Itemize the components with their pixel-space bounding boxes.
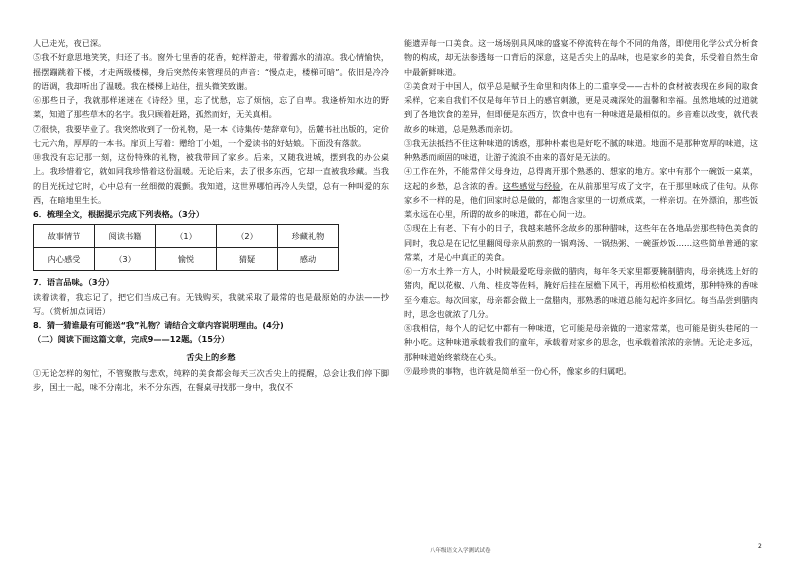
paragraph: ⑤我不好意思地笑笑，归还了书。窗外七里香的花香，蛇样游走，带着露水的清凉。我心情愉快，摇摆蹦跳着下楼，才走两级楼梯，身后突然传来管理员的声音：“慢点走，楼梯可暗”。依旧是冷冷的语调，我却听出了温暖。我在楼梯上站住，扭头微笑致谢。	[33, 52, 389, 91]
table-row	[34, 225, 339, 248]
table-cell: 猜疑	[217, 248, 278, 271]
paragraph: ⑦很快，我要毕业了。我突然收到了一份礼物，是一本《诗集传·楚辞章句》，岳麓书社出版的，定价七元六角，厚厚的一本书。扉页上写着：赠给丁小姐，一个爱读书的好姑娘。下面没有落款。	[33, 123, 390, 148]
table-cell: 珍藏礼物	[278, 225, 339, 248]
table-cell: （1）	[156, 225, 217, 248]
table-cell: 内心感受	[34, 248, 95, 271]
paragraph: ⑩我没有忘记那一刻，这份特殊的礼物，被我带回了家乡。后来，又随我进城，摆到我的办公桌上。我珍惜着它，就如同我珍惜着这份温暖。无论后来，去了很多东西，它却一直被我珍藏。当我的目光抚过它时，心中总有一丝细微的震颤。我知道，这世界哪怕再冷人失望，总有一种叫爱的东西，在暗地里生长。	[33, 152, 389, 205]
paragraph: ②美食对于中国人，似乎总是赋予生命里和肉体上的二重享受——古朴的食材被表现在乡间的取食采样，它来自我们不仅是每年节日上的感官刺激，更是灵魂深处的温馨和幸福。虽然地域的过道就到了各地饮食的差异，但即便是东西方，饮食中也有一种味道是最相似的。乡音难以改变，就代表故乡的味道，总是熟悉而亲切。	[404, 80, 758, 134]
footer: 八年级语文入学测试试卷	[430, 548, 491, 554]
table-cell: 愉悦	[156, 248, 217, 271]
page-number: 2	[758, 543, 762, 550]
table-cell: （3）	[95, 248, 156, 271]
table-row	[34, 248, 339, 271]
table-cell: （2）	[217, 225, 278, 248]
article-title: 舌尖上的乡愁	[186, 351, 236, 362]
table-cell: 感动	[278, 248, 339, 271]
table-cell: 阅读书籍	[95, 225, 156, 248]
paragraph: 人已走光，夜已深。	[33, 38, 107, 48]
paragraph: ⑨最珍贵的事物，也许就是简单至一份心怀，像家乡的归属吧。	[404, 365, 632, 376]
question-7: 7．语言品味。（3分）	[33, 277, 114, 288]
paragraph: 能遗弄每一口美食。这一场场别具风味的盛宴不停流转在每个不同的角落，即使用化学公式分析食物的构成，却无法参透每一口背后的深意，这是舌尖上的品味，也是家乡的美食，乐受着自然生命中最新鲜味道。	[404, 38, 758, 77]
summary-table	[33, 224, 339, 271]
paragraph: ⑧我相信，每个人的记忆中都有一种味道，它可能是母亲做的一道家常菜，也可能是街头巷尾的一种小吃。这种味道承载着我们的童年，承载着对家乡的思念，也承载着浓浓的亲情。无论走多远，那种味道始终萦绕在心头。	[404, 323, 758, 362]
text-span: ④工作在外，不能常伴父母身边，总得离开那个熟悉的、想家的地方。家中有那个一碗饭一桌菜，这起的乡愁，总含浓的香。	[404, 166, 758, 191]
right-column	[404, 36, 758, 378]
question-8: 8．猜一猜谁最有可能送“我”礼物？请结合文章内容说明理由。(4分)	[33, 320, 284, 330]
paragraph	[404, 164, 758, 221]
section-heading: （二）阅读下面这篇文章，完成9——12题。（15分）	[33, 334, 230, 345]
left-column	[33, 36, 389, 394]
question-6: 6．梳理全文，根据提示完成下列表格。（3分）	[33, 209, 205, 219]
underlined-phrase: 这些感觉与经验	[502, 180, 561, 191]
paragraph: ⑥一方水土养一方人，小时候最爱吃母亲做的腊肉，每年冬天家里都要腌制腊肉，母亲挑选上好的猪肉，配以花椒、八角、桂皮等佐料，腌好后挂在屋檐下风干，再用松柏枝熏烤，那种特殊的香味至今难忘。每次回家，母亲都会做上一盘腊肉，那熟悉的味道总能勾起许多回忆。每当品尝到腊肉时，思念也就浓了几分。	[404, 266, 758, 319]
table-cell: 故事情节	[34, 225, 95, 248]
paragraph: ⑤现在上有老、下有小的日子，我越来越怀念故乡的那种腊味，这些年在各地品尝那些特色美食的同时，我总是在记忆里翻阅母亲从前熬的一锅鸡汤、一锅热粥、一碗蛋炒饭……这些简单普通的家常菜，才是心中真正的美食。	[404, 223, 758, 262]
text-span: ，在从前那里写成了文字，在于那里咏成了佳句。从你家乡不一样的是，他们回家时总是做的，都饱含家里的一切煮成菜，一样亲切。在外漂泊，那些饭菜永远在心里，所谓的故乡的味道，都在心间一边。	[404, 180, 758, 219]
paragraph: ①无论怎样的匆忙，不管聚散与悲欢，纯粹的美食都会每天三次舌尖上的提醒，总会让我们停下脚步，国土一起，味不分南北，米不分东西，在餐桌寻找那一身中，我仅不	[33, 367, 389, 392]
question-7-text: 读着读着，我忘记了，把它们当成己有。无钱购买，我就采取了最常的也是最原始的办法——抄写。（赏析加点词语）	[33, 291, 389, 316]
paragraph: ③我无法抵挡不住这种味道的诱惑，那种朴素也是好吃不腻的味道。地面不是那种宽厚的味道，这种熟悉而顽固的味道，让游子流浪不由来的喜好是无法的。	[404, 137, 758, 162]
paragraph: ⑥那些日子，我就那样迷迷在《诗经》里，忘了忧愁，忘了烦恼，忘了自卑。我逢桥知水边的野菜，知道了那些草木的名字。我只顾着赶路，孤然而好，无关真相。	[33, 95, 389, 120]
